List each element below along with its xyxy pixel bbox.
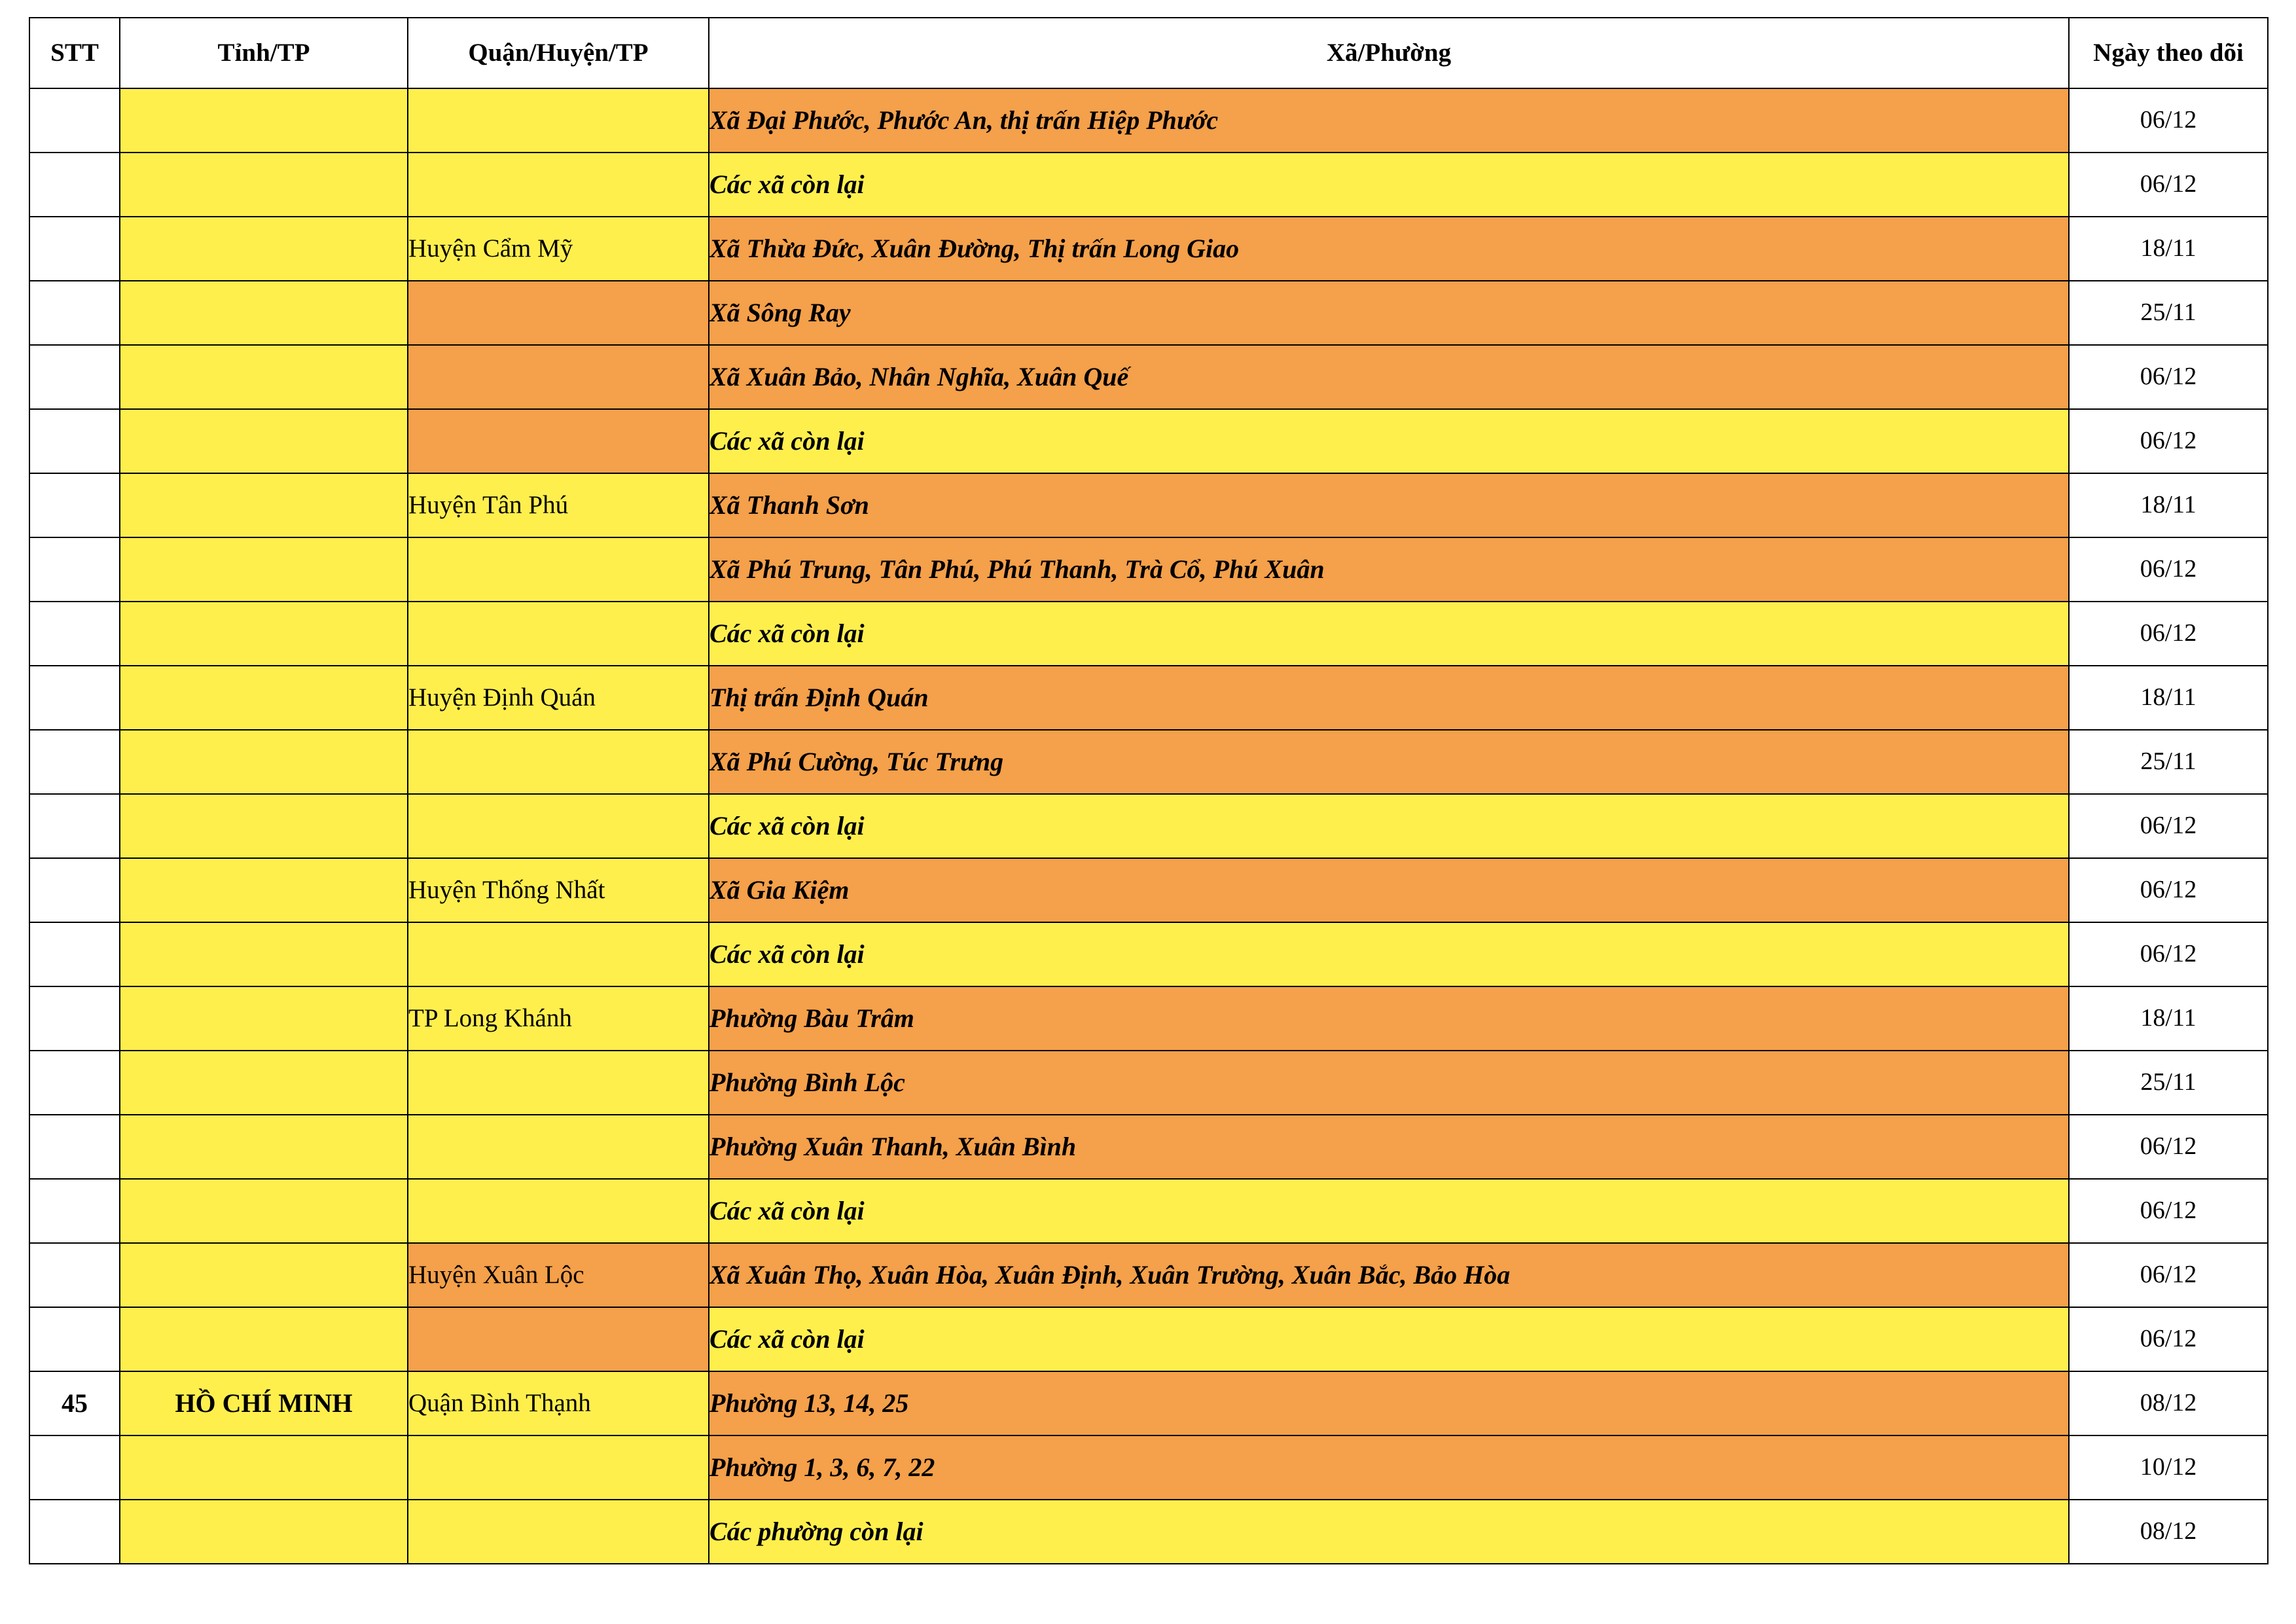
cell-district: TP Long Khánh xyxy=(408,986,709,1051)
cell-district: Quận Bình Thạnh xyxy=(408,1371,709,1435)
table-row xyxy=(29,1051,2268,1115)
cell-ward: Thị trấn Định Quán xyxy=(709,666,2069,730)
cell-stt xyxy=(29,537,120,602)
cell-ward: Các xã còn lại xyxy=(709,1179,2069,1243)
cell-stt xyxy=(29,986,120,1051)
table-row xyxy=(29,1243,2268,1307)
cell-date: 08/12 xyxy=(2069,1500,2268,1564)
cell-stt xyxy=(29,1179,120,1243)
cell-ward: Phường Bàu Trâm xyxy=(709,986,2069,1051)
cell-stt xyxy=(29,1051,120,1115)
cell-date: 06/12 xyxy=(2069,409,2268,473)
cell-province xyxy=(120,1307,408,1371)
table-row xyxy=(29,666,2268,730)
cell-province xyxy=(120,153,408,217)
cell-province xyxy=(120,1243,408,1307)
cell-stt xyxy=(29,602,120,666)
table-header xyxy=(29,18,2268,88)
cell-province xyxy=(120,537,408,602)
table-row xyxy=(29,730,2268,794)
cell-district xyxy=(408,730,709,794)
table-row xyxy=(29,473,2268,537)
cell-province xyxy=(120,794,408,858)
cell-province xyxy=(120,473,408,537)
cell-stt xyxy=(29,153,120,217)
cell-stt xyxy=(29,858,120,922)
cell-ward: Xã Thanh Sơn xyxy=(709,473,2069,537)
cell-date: 06/12 xyxy=(2069,153,2268,217)
cell-province xyxy=(120,730,408,794)
cell-ward: Xã Thừa Đức, Xuân Đường, Thị trấn Long Giao xyxy=(709,217,2069,281)
cell-district: Huyện Thống Nhất xyxy=(408,858,709,922)
cell-district xyxy=(408,1435,709,1500)
table-row xyxy=(29,922,2268,986)
cell-date: 06/12 xyxy=(2069,1307,2268,1371)
cell-district xyxy=(408,345,709,409)
cell-ward: Các xã còn lại xyxy=(709,922,2069,986)
cell-stt: 45 xyxy=(29,1371,120,1435)
cell-ward: Các xã còn lại xyxy=(709,1307,2069,1371)
cell-stt xyxy=(29,794,120,858)
cell-ward: Xã Gia Kiệm xyxy=(709,858,2069,922)
table-row xyxy=(29,794,2268,858)
table-row xyxy=(29,217,2268,281)
epidemic-area-table xyxy=(29,17,2269,1564)
cell-stt xyxy=(29,1115,120,1179)
cell-ward: Xã Sông Ray xyxy=(709,281,2069,345)
cell-province xyxy=(120,88,408,153)
cell-date: 18/11 xyxy=(2069,986,2268,1051)
column-header-ward: Xã/Phường xyxy=(709,18,2069,88)
cell-district xyxy=(408,1307,709,1371)
cell-district xyxy=(408,1500,709,1564)
table-row xyxy=(29,345,2268,409)
cell-district xyxy=(408,409,709,473)
table-row xyxy=(29,1115,2268,1179)
table-row xyxy=(29,88,2268,153)
cell-stt xyxy=(29,1307,120,1371)
cell-stt xyxy=(29,922,120,986)
cell-district xyxy=(408,153,709,217)
cell-date: 25/11 xyxy=(2069,730,2268,794)
cell-date: 06/12 xyxy=(2069,537,2268,602)
cell-district xyxy=(408,602,709,666)
cell-stt xyxy=(29,88,120,153)
cell-province xyxy=(120,858,408,922)
cell-province xyxy=(120,217,408,281)
cell-province xyxy=(120,1435,408,1500)
cell-date: 10/12 xyxy=(2069,1435,2268,1500)
cell-province xyxy=(120,409,408,473)
table-row xyxy=(29,1500,2268,1564)
cell-district xyxy=(408,922,709,986)
cell-stt xyxy=(29,666,120,730)
cell-district xyxy=(408,1051,709,1115)
cell-district xyxy=(408,88,709,153)
cell-district xyxy=(408,537,709,602)
cell-stt xyxy=(29,473,120,537)
cell-ward: Các xã còn lại xyxy=(709,602,2069,666)
cell-date: 06/12 xyxy=(2069,1243,2268,1307)
cell-ward: Phường 1, 3, 6, 7, 22 xyxy=(709,1435,2069,1500)
table-row xyxy=(29,1307,2268,1371)
cell-stt xyxy=(29,217,120,281)
table-row xyxy=(29,1179,2268,1243)
table-row xyxy=(29,1371,2268,1435)
column-header-province: Tỉnh/TP xyxy=(120,18,408,88)
table-row xyxy=(29,858,2268,922)
table-body xyxy=(29,88,2268,1564)
cell-stt xyxy=(29,1500,120,1564)
cell-ward: Xã Đại Phước, Phước An, thị trấn Hiệp Phước xyxy=(709,88,2069,153)
cell-date: 06/12 xyxy=(2069,794,2268,858)
cell-date: 06/12 xyxy=(2069,1115,2268,1179)
column-header-district: Quận/Huyện/TP xyxy=(408,18,709,88)
cell-date: 25/11 xyxy=(2069,1051,2268,1115)
cell-ward: Xã Phú Trung, Tân Phú, Phú Thanh, Trà Cổ, Phú Xuân xyxy=(709,537,2069,602)
column-header-stt: STT xyxy=(29,18,120,88)
table-header-row xyxy=(29,18,2268,88)
cell-date: 06/12 xyxy=(2069,88,2268,153)
cell-district: Huyện Tân Phú xyxy=(408,473,709,537)
cell-date: 06/12 xyxy=(2069,858,2268,922)
table-row xyxy=(29,986,2268,1051)
cell-province xyxy=(120,1051,408,1115)
cell-district xyxy=(408,281,709,345)
cell-date: 06/12 xyxy=(2069,1179,2268,1243)
cell-date: 18/11 xyxy=(2069,473,2268,537)
cell-stt xyxy=(29,730,120,794)
cell-province xyxy=(120,922,408,986)
cell-ward: Xã Xuân Bảo, Nhân Nghĩa, Xuân Quế xyxy=(709,345,2069,409)
cell-province: HỒ CHÍ MINH xyxy=(120,1371,408,1435)
cell-date: 18/11 xyxy=(2069,666,2268,730)
cell-stt xyxy=(29,281,120,345)
cell-stt xyxy=(29,1435,120,1500)
cell-ward: Các xã còn lại xyxy=(709,153,2069,217)
cell-stt xyxy=(29,409,120,473)
cell-date: 06/12 xyxy=(2069,345,2268,409)
cell-province xyxy=(120,1179,408,1243)
cell-date: 06/12 xyxy=(2069,602,2268,666)
table-row xyxy=(29,409,2268,473)
cell-ward: Xã Phú Cường, Túc Trưng xyxy=(709,730,2069,794)
cell-date: 18/11 xyxy=(2069,217,2268,281)
table-row xyxy=(29,537,2268,602)
cell-date: 08/12 xyxy=(2069,1371,2268,1435)
cell-district xyxy=(408,1179,709,1243)
cell-district xyxy=(408,1115,709,1179)
column-header-date: Ngày theo dõi xyxy=(2069,18,2268,88)
table-row xyxy=(29,602,2268,666)
cell-province xyxy=(120,1500,408,1564)
cell-ward: Phường 13, 14, 25 xyxy=(709,1371,2069,1435)
cell-district xyxy=(408,794,709,858)
table-row xyxy=(29,281,2268,345)
cell-province xyxy=(120,1115,408,1179)
cell-date: 25/11 xyxy=(2069,281,2268,345)
cell-stt xyxy=(29,1243,120,1307)
table-row xyxy=(29,1435,2268,1500)
cell-ward: Các xã còn lại xyxy=(709,409,2069,473)
cell-date: 06/12 xyxy=(2069,922,2268,986)
cell-province xyxy=(120,281,408,345)
cell-province xyxy=(120,666,408,730)
cell-stt xyxy=(29,345,120,409)
cell-district: Huyện Xuân Lộc xyxy=(408,1243,709,1307)
cell-district: Huyện Định Quán xyxy=(408,666,709,730)
cell-province xyxy=(120,602,408,666)
table-row xyxy=(29,153,2268,217)
cell-district: Huyện Cẩm Mỹ xyxy=(408,217,709,281)
cell-province xyxy=(120,345,408,409)
cell-ward: Phường Xuân Thanh, Xuân Bình xyxy=(709,1115,2069,1179)
cell-ward: Các phường còn lại xyxy=(709,1500,2069,1564)
cell-province xyxy=(120,986,408,1051)
cell-ward: Phường Bình Lộc xyxy=(709,1051,2069,1115)
cell-ward: Xã Xuân Thọ, Xuân Hòa, Xuân Định, Xuân Trường, Xuân Bắc, Bảo Hòa xyxy=(709,1243,2069,1307)
cell-ward: Các xã còn lại xyxy=(709,794,2069,858)
